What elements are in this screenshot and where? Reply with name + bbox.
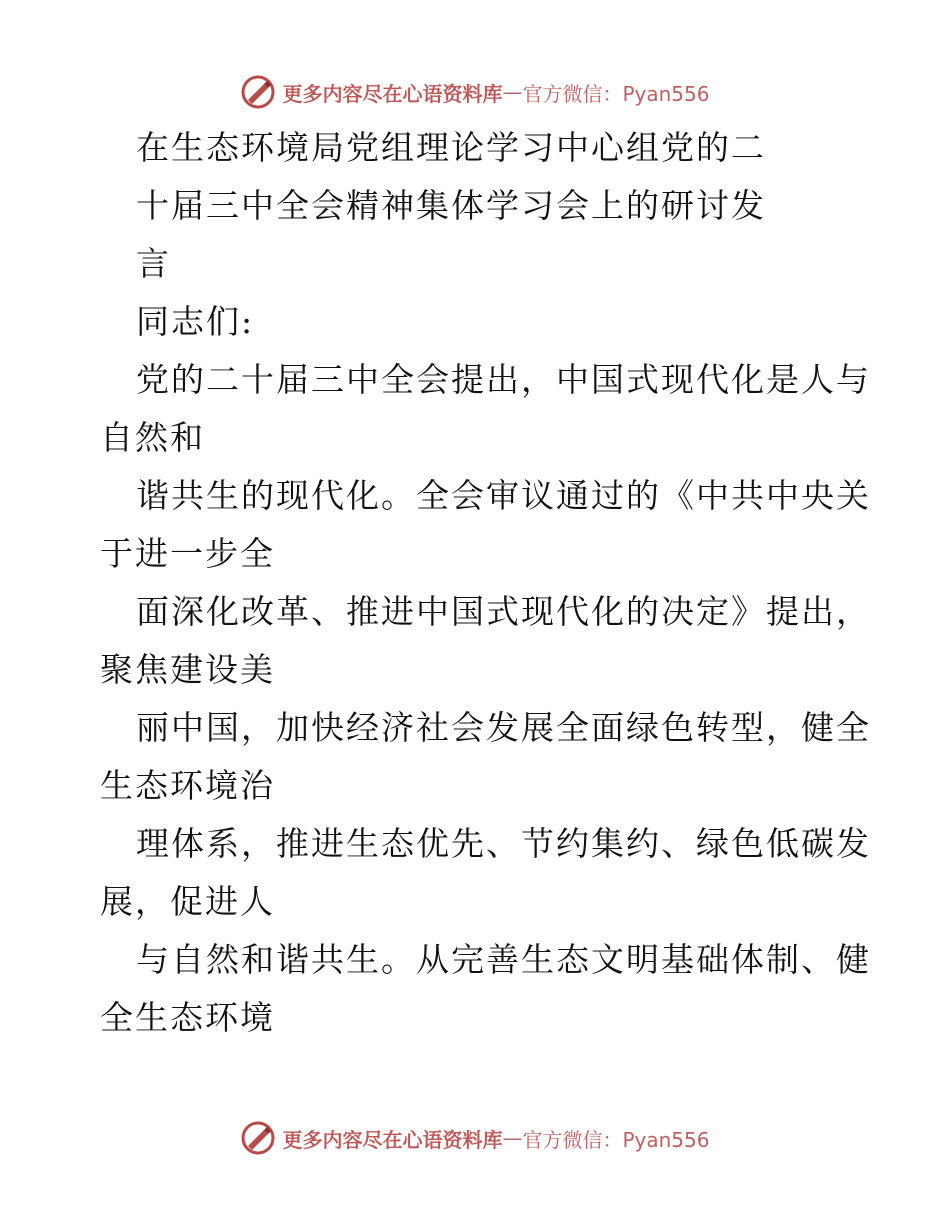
header-watermark	[0, 72, 950, 112]
watermark-account: 官方微信：Pyan556	[522, 81, 710, 106]
title-line-1: 在生态环境局党组理论学习中心组党的二	[136, 128, 766, 167]
watermark-separator: —	[502, 1126, 523, 1150]
body-line: 生态环境治	[100, 766, 275, 805]
body-line: 自然和	[100, 418, 205, 457]
title-line-2: 十届三中全会精神集体学习会上的研讨发	[136, 186, 766, 225]
pen-logo-icon	[240, 74, 276, 110]
body-line: 聚焦建设美	[100, 650, 275, 689]
watermark-brand: 更多内容尽在心语资料库	[282, 1127, 503, 1152]
footer-watermark	[0, 1118, 950, 1158]
body-line: 与自然和谐共生。从完善生态文明基础体制、健	[136, 940, 871, 979]
watermark-account: 官方微信：Pyan556	[522, 1127, 710, 1152]
watermark-separator: —	[502, 80, 523, 104]
body-line: 面深化改革、推进中国式现代化的决定》提出，	[136, 592, 871, 631]
watermark-brand: 更多内容尽在心语资料库	[282, 81, 503, 106]
body-line: 党的二十届三中全会提出，中国式现代化是人与	[136, 360, 871, 399]
body-line: 理体系，推进生态优先、节约集约、绿色低碳发	[136, 824, 871, 863]
salutation: 同志们:	[136, 302, 255, 341]
body-line: 全生态环境	[100, 998, 275, 1037]
body-line: 谐共生的现代化。全会审议通过的《中共中央关	[136, 476, 871, 515]
body-line: 丽中国，加快经济社会发展全面绿色转型，健全	[136, 708, 871, 747]
body-line: 于进一步全	[100, 534, 275, 573]
title-line-3: 言	[136, 244, 171, 283]
body-line: 展，促进人	[100, 882, 275, 921]
pen-logo-icon	[240, 1120, 276, 1156]
